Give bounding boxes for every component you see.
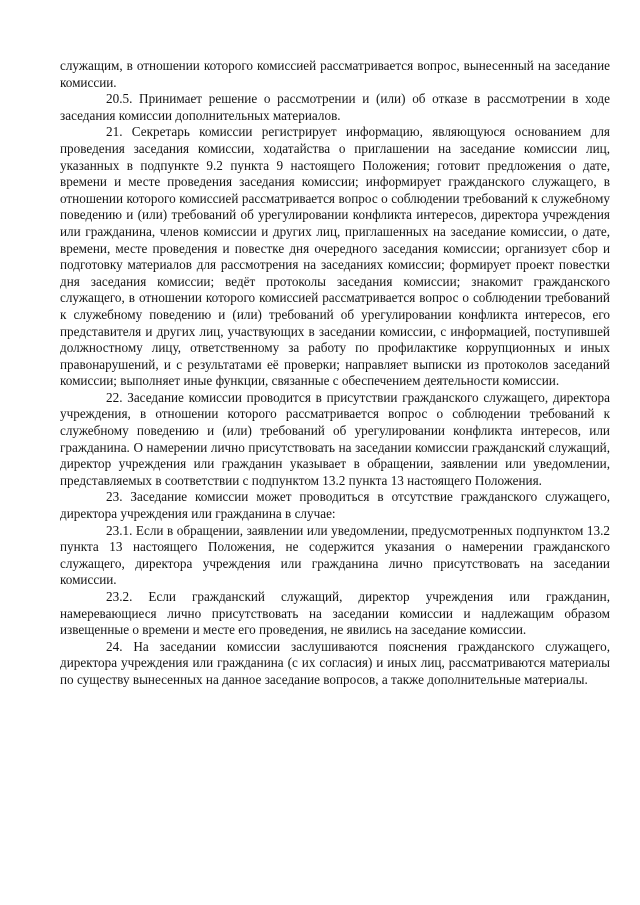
paragraph-23: 23. Заседание комиссии может проводиться в отсутствие гражданского служащего, директора учреждения или гражданина в случае: (60, 489, 610, 522)
paragraph-20-4-continuation: служащим, в отношении которого комиссией рассматривается вопрос, вынесенный на заседание комиссии. (60, 58, 610, 90)
paragraph-24: 24. На заседании комиссии заслушиваются пояснения гражданского служащего, директора учреждения или гражданина (с их согласия) и иных лиц, рассматриваются материалы по существу вынесенных на данное заседание вопросов, а также дополнительные материалы. (60, 638, 610, 687)
paragraph-22: 22. Заседание комиссии проводится в присутствии гражданского служащего, директора учреждения, в отношении которого рассматривается вопрос о соблюдении требований к служебному поведению и (или) требований об урегулировании конфликта интересов, или гражданина. О намерении лично присутствовать на заседании комиссии гражданский служащий, директор учреждения или гражданин указывает в обращении, заявлении или уведомлении, представляемых в соответствии с подпунктом 13.2 пункта 13 настоящего Положения. (60, 389, 610, 488)
paragraph-23-2: 23.2. Если гражданский служащий, директор учреждения или гражданин, намеревающиеся лично присутствовать на заседании комиссии и надлежащим образом извещенные о времени и месте его проведения, не явились на заседание комиссии. (60, 589, 610, 638)
document-page (60, 58, 610, 689)
paragraph-21: 21. Секретарь комиссии регистрирует информацию, являющуюся основанием для проведения заседания комиссии, ходатайства о приглашении на заседание комиссии лиц, указанных в подпункте 9.2 пункта 9 настоящего Положения; готовит предложения о дате, времени и месте проведения заседания комиссии; информирует гражданского служащего, в отношении которого комиссией рассматривается вопрос о соблюдении требований к служебному поведению и (или) требований об урегулировании конфликта интересов, директора учреждения или гражданина, членов комиссии и других лиц, приглашенных на заседание комиссии, о дате, времени, месте проведения и повестке дня очередного заседания комиссии; организует сбор и подготовку материалов для рассмотрения на заседаниях комиссии; формирует проект повестки дня заседания комиссии; ведёт протоколы заседания комиссии; знакомит гражданского служащего, в отношении которого комиссией рассматривается вопрос о соблюдении требований к служебному поведению и (или) требований об урегулировании конфликта интересов, его представителя и других лиц, участвующих в заседании комиссии, с информацией, поступившей должностному лицу, ответственному за работу по профилактике коррупционных и иных правонарушений, и с результатами её проверки; направляет выписки из протоколов заседаний комиссии; выполняет иные функции, связанные с обеспечением деятельности комиссии. (60, 124, 610, 389)
paragraph-23-1: 23.1. Если в обращении, заявлении или уведомлении, предусмотренных подпунктом 13.2 пункта 13 настоящего Положения, не содержится указания о намерении гражданского служащего, директора учреждения или гражданина лично присутствовать на заседании комиссии. (60, 522, 610, 588)
paragraph-20-5: 20.5. Принимает решение о рассмотрении и (или) об отказе в рассмотрении в ходе заседания комиссии дополнительных материалов. (60, 91, 610, 123)
